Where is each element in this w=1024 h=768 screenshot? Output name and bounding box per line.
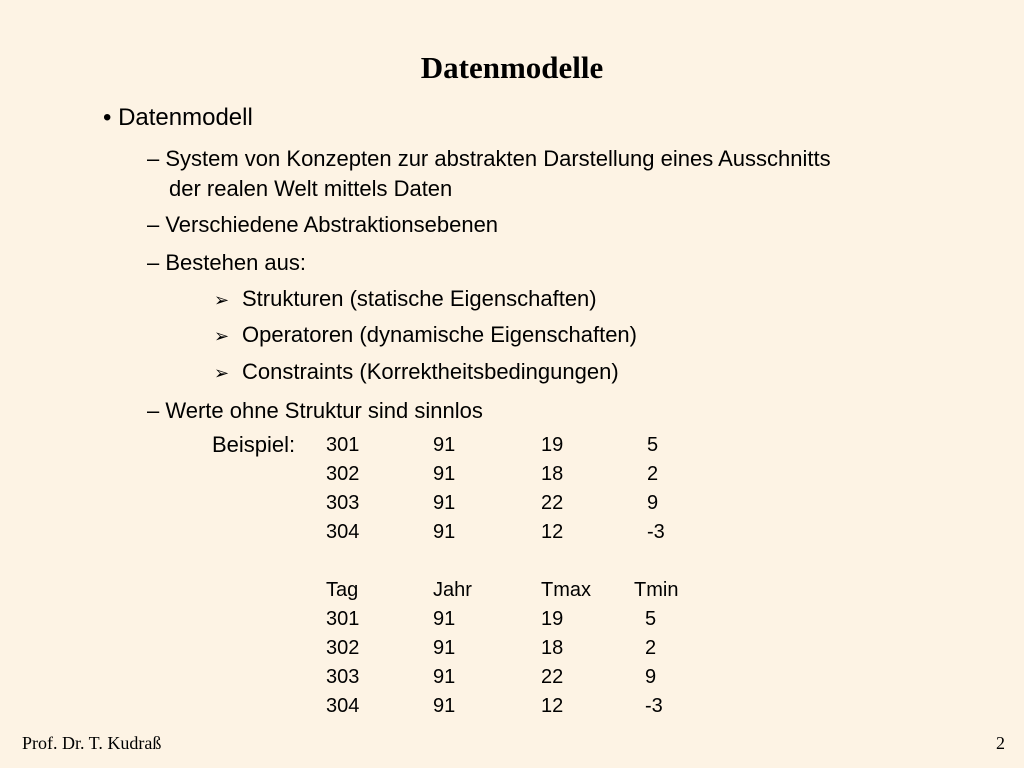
footer-author: Prof. Dr. T. Kudraß <box>22 733 162 753</box>
table-cell: -3 <box>645 695 663 717</box>
table-cell: 301 <box>326 434 360 456</box>
table-cell: 19 <box>541 608 564 630</box>
table-cell: 9 <box>645 666 657 688</box>
table-header: Tmax <box>541 579 591 601</box>
table-cell: 2 <box>647 463 659 485</box>
sub-item-abstraktionsebenen: – Verschiedene Abstraktionsebenen <box>147 212 499 237</box>
arrow-bullet-icon: ➢ <box>214 290 230 310</box>
table-cell: 91 <box>433 695 456 717</box>
component-constraints <box>214 359 619 385</box>
table-cell: 91 <box>433 608 456 630</box>
table-cell: 304 <box>326 695 360 717</box>
table-cell: 91 <box>433 521 456 543</box>
component-strukturen <box>214 286 597 312</box>
sub-item-bestehen-aus: – Bestehen aus: <box>147 250 307 275</box>
slide-title: Datenmodelle <box>420 50 604 85</box>
table-cell: -3 <box>647 521 665 543</box>
table-cell: 303 <box>326 666 360 688</box>
component-operatoren <box>214 322 637 348</box>
table-cell: 5 <box>645 608 657 630</box>
sub-item-system-line1: – System von Konzepten zur abstrakten Darstellung eines Ausschnitts <box>147 146 831 171</box>
table-cell: 12 <box>541 521 564 543</box>
bullet-datenmodell: • Datenmodell <box>103 104 253 131</box>
table-header: Jahr <box>433 579 472 601</box>
table-cell: 301 <box>326 608 360 630</box>
sub-item-werte-ohne-struktur: – Werte ohne Struktur sind sinnlos <box>147 398 483 423</box>
table-cell: 303 <box>326 492 360 514</box>
table-cell: 91 <box>433 434 456 456</box>
table-cell: 302 <box>326 637 360 659</box>
footer-page-number: 2 <box>996 733 1005 753</box>
table-cell: 91 <box>433 492 456 514</box>
table-cell: 12 <box>541 695 564 717</box>
sub-item-system-line2: der realen Welt mittels Daten <box>169 176 453 201</box>
component-label: Constraints (Korrektheitsbedingungen) <box>242 359 619 384</box>
component-label: Strukturen (statische Eigenschaften) <box>242 286 597 311</box>
table-cell: 2 <box>645 637 657 659</box>
table-cell: 18 <box>541 637 564 659</box>
table-header: Tmin <box>634 579 679 601</box>
table-cell: 19 <box>541 434 564 456</box>
table-cell: 9 <box>647 492 659 514</box>
table-cell: 91 <box>433 666 456 688</box>
table-cell: 91 <box>433 637 456 659</box>
table-cell: 22 <box>541 492 564 514</box>
table-cell: 5 <box>647 434 659 456</box>
table-cell: 304 <box>326 521 360 543</box>
arrow-bullet-icon: ➢ <box>214 326 230 346</box>
table-cell: 91 <box>433 463 456 485</box>
table-cell: 18 <box>541 463 564 485</box>
component-label: Operatoren (dynamische Eigenschaften) <box>242 322 637 347</box>
table-header: Tag <box>326 579 359 601</box>
example-label: Beispiel: <box>212 432 296 457</box>
arrow-bullet-icon: ➢ <box>214 363 230 383</box>
table-cell: 22 <box>541 666 564 688</box>
table-cell: 302 <box>326 463 360 485</box>
